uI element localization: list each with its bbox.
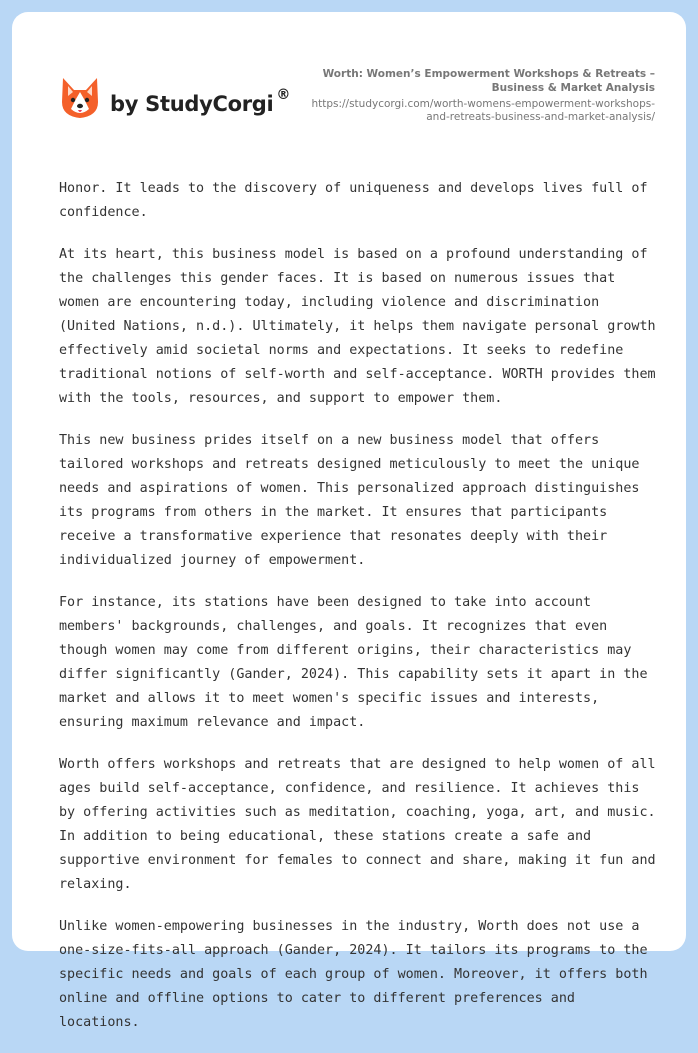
paragraph: Worth offers workshops and retreats that are designed to help women of all ages build self-acceptance, confidence, and resilience. It achieves this by offering activities such as meditation, coaching, yoga, art, and music. In addition to being educational, these stations create a safe and supportive environment for females to connect and share, making it fun and relaxing.	[59, 757, 656, 892]
corgi-logo-icon	[60, 76, 100, 120]
document-body	[59, 177, 659, 1053]
paragraph: Honor. It leads to the discovery of uniqueness and develops lives full of confidence.	[59, 181, 648, 220]
document-page	[12, 12, 686, 1030]
studycorgi-logo[interactable]	[60, 76, 290, 120]
document-url[interactable]: https://studycorgi.com/worth-womens-empowerment-workshops-and-retreats-business-and-market-analysis/	[311, 98, 655, 123]
paragraph: For instance, its stations have been designed to take into account members' backgrounds, challenges, and goals. It recognizes that even though women may come from different origins, their characteristics may differ significantly (Gander, 2024). This capability sets it apart in the market and allows it to meet women's specific issues and interests, ensuring maximum relevance and impact.	[59, 595, 648, 730]
paragraph: This new business prides itself on a new business model that offers tailored workshops and retreats designed meticulously to meet the unique needs and aspirations of women. This personalized approach distinguishes its programs from others in the market. It ensures that participants receive a transformative experience that resonates deeply with their individualized journey of empowerment.	[59, 433, 640, 568]
document-header	[295, 67, 655, 124]
brand-name	[110, 86, 291, 116]
paragraph: At its heart, this business model is based on a profound understanding of the challenges this gender faces. It is based on numerous issues that women are encountering today, including violence and discrimination (United Nations, n.d.). Ultimately, it helps them navigate personal growth effectively amid societal norms and expectations. It seeks to redefine traditional notions of self-worth and self-acceptance. WORTH provides them with the tools, resources, and support to empower them.	[59, 247, 656, 406]
paragraph: Unlike women-empowering businesses in the industry, Worth does not use a one-size-fits-all approach (Gander, 2024). It tailors its programs to the specific needs and goals of each group of women. Moreover, it offers both online and offline options to cater to different preferences and locations.	[59, 919, 648, 1030]
registered-mark: ®	[276, 86, 291, 103]
document-title: Worth: Women’s Empowerment Workshops & Retreats – Business & Market Analysis	[322, 68, 655, 94]
brand-text: by StudyCorgi	[110, 91, 274, 116]
